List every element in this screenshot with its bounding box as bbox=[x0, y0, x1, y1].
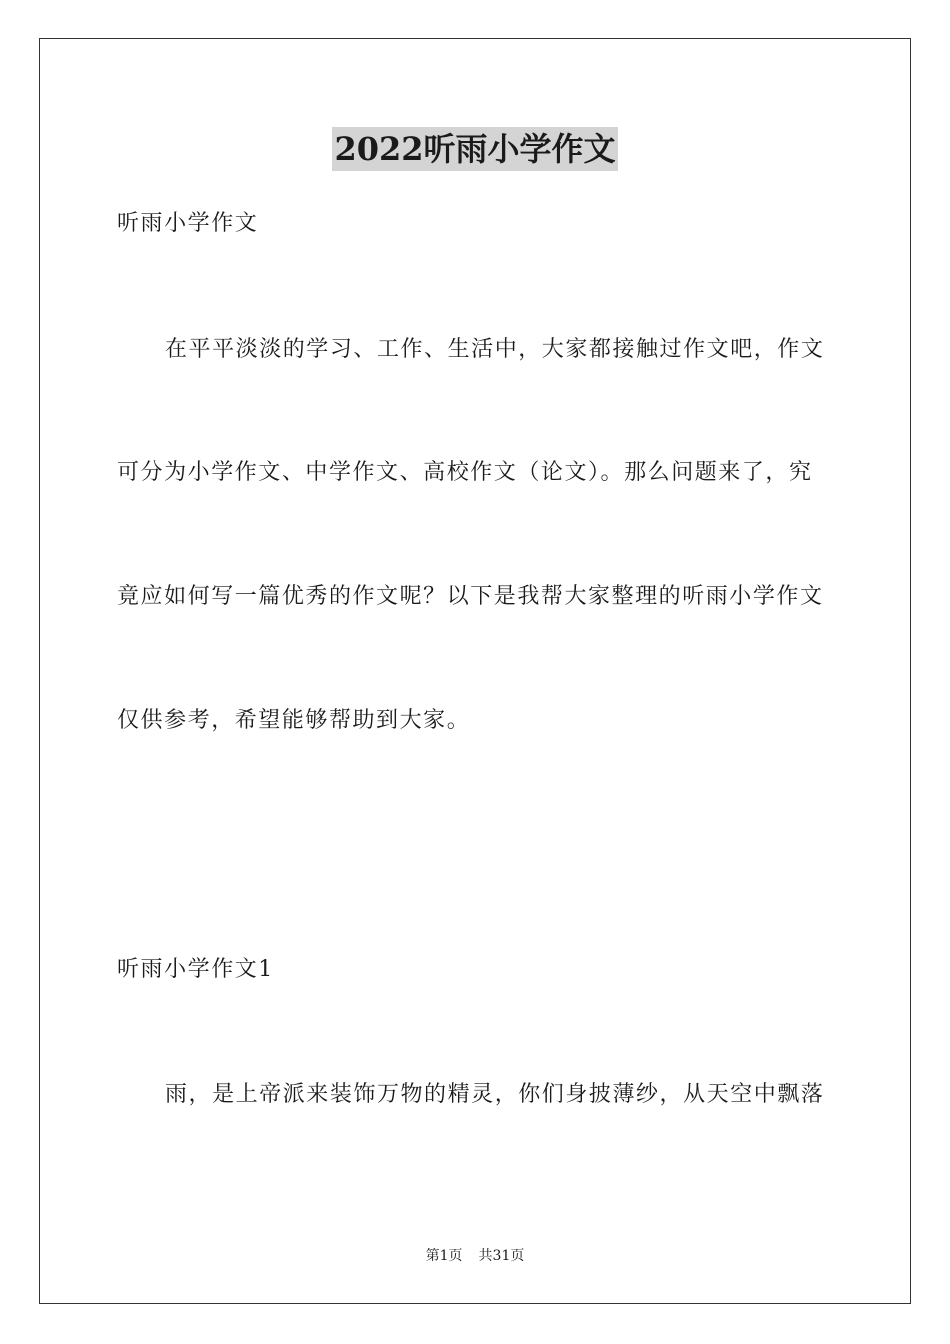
document-heading: 听雨小学作文 bbox=[117, 211, 259, 236]
intro-line-2: 可分为小学作文、中学作文、高校作文（论文）。那么问题来了，究 bbox=[117, 460, 813, 485]
page-footer bbox=[0, 1246, 950, 1266]
section-heading: 听雨小学作文1 bbox=[117, 957, 274, 982]
page-total: 共31页 bbox=[478, 1248, 525, 1264]
title-container bbox=[0, 127, 950, 171]
intro-line-1: 在平平淡淡的学习、工作、生活中，大家都接触过作文吧，作文 bbox=[165, 337, 825, 362]
intro-line-4: 仅供参考，希望能够帮助到大家。 bbox=[117, 708, 471, 733]
document-title: 2022听雨小学作文 bbox=[332, 127, 617, 171]
intro-line-3: 竟应如何写一篇优秀的作文呢？以下是我帮大家整理的听雨小学作文 bbox=[117, 584, 824, 609]
section-line-1: 雨，是上帝派来装饰万物的精灵，你们身披薄纱，从天空中飘落 bbox=[165, 1082, 825, 1107]
page-number: 第1页 bbox=[425, 1248, 463, 1264]
